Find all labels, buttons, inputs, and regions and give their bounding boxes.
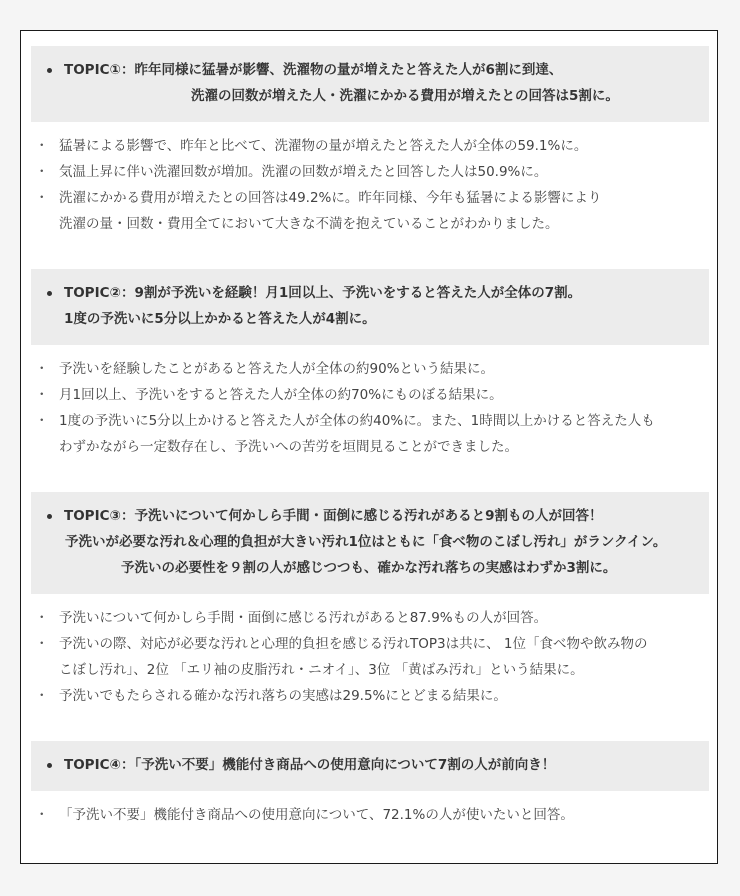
bullet-dot-icon	[47, 68, 52, 73]
topic-1-title-line-2: 洗濯の回数が増えた人・洗濯にかかる費用が増えたとの回答は5割に。	[191, 88, 619, 104]
topic-2-title-line-2: 1度の予洗いに5分以上かかると答えた人が4割に。	[64, 311, 376, 327]
content-frame: TOPIC①：昨年同様に猛暑が影響、洗濯物の量が増えたと答えた人が6割に到達、 洗濯の回数が増えた人・洗濯にかかる費用が増えたとの回答は5割に。 ・ 猛暑による影響で、昨年と比べて、洗濯物の量が増えたと答えた人が全体の59.1%に。 ・ 気温上昇に伴い洗濯回数が増加。洗濯の回数が増えたと回答した人は50.9%に。 ・ 洗濯にかかる費用が増えたとの回答は49.2%に。昨年同様、今年も猛暑による影響により 洗濯の量・回数・費用全てにおいて大きな不満を抱えていることがわかりました。 TOPIC②：9割が予洗いを経験！月1回以上、予洗いをすると答えた人が全体の7割。 1度の予洗いに5分以上かかると答えた人が4割に。 ・ 予洗いを経験したことがあると答えた人が全体の約90%という結果に。 ・ 月1回以上、予洗いをすると答えた人が全体の約70%にものぼる結果に。 ・ 1度の予洗いに5分以上かけると答えた人が全体の約40%に。また、1時間以上かけると答えた人も わずかながら一定数存在し、予洗いへの苦労を垣間見ることができました。 TOPIC③：予洗いについて何かしら手間・面倒に感じる汚れがあると9割もの人が回答！ 予洗いが必要な汚れ＆心理的負担が大きい汚れ1位はともに「食べ物のこぼし汚れ」がランクイン。 予洗いの必要性を９割の人が感じつつも、確かな汚れ落ちの実感はわずか3割に。 ・ 予洗いについて何かしら手間・面倒に感じる汚れがあると87.9%もの人が回答。 ・ 予洗いの際、対応が必要な汚れと心理的負担を感じる汚れTOP3は共に、 1位「食べ物や飲み物の こぼし汚れ」、2位 「エリ袖の皮脂汚れ・ニオイ」、3位 「黄ばみ汚れ」という結果に。 ・ 予洗いでもたらされる確かな汚れ落ちの実感は29.5%にとどまる結果に。 TOPIC④：「予洗い不要」機能付き商品への使用意向について7割の人が前向き！ ・ 「予洗い不要」機能付き商品への使用意向について、72.1%の人が使いたいと回答。	[20, 30, 718, 864]
topic-3-title-line-1: TOPIC③：予洗いについて何かしら手間・面倒に感じる汚れがあると9割もの人が回答！	[64, 508, 603, 524]
bullet-dot-icon	[47, 291, 52, 296]
topic-1-title-line-1: TOPIC①：昨年同様に猛暑が影響、洗濯物の量が増えたと答えた人が6割に到達、	[64, 62, 563, 78]
topic-3-title-line-2: 予洗いが必要な汚れ＆心理的負担が大きい汚れ1位はともに「食べ物のこぼし汚れ」がランクイン。	[65, 534, 667, 550]
topic-3-header	[31, 492, 709, 594]
bullet-dot-icon	[47, 514, 52, 519]
topic-2-title-line-1: TOPIC②：9割が予洗いを経験！月1回以上、予洗いをすると答えた人が全体の7割。	[64, 285, 582, 301]
topic-3-title-line-3: 予洗いの必要性を９割の人が感じつつも、確かな汚れ落ちの実感はわずか3割に。	[121, 560, 617, 576]
topic-2-header	[31, 269, 709, 345]
topic-4-header	[31, 741, 709, 791]
topic-4-title-line-1: TOPIC④：「予洗い不要」機能付き商品への使用意向について7割の人が前向き！	[64, 757, 556, 773]
topic-1-header	[31, 46, 709, 122]
bullet-dot-icon	[47, 763, 52, 768]
